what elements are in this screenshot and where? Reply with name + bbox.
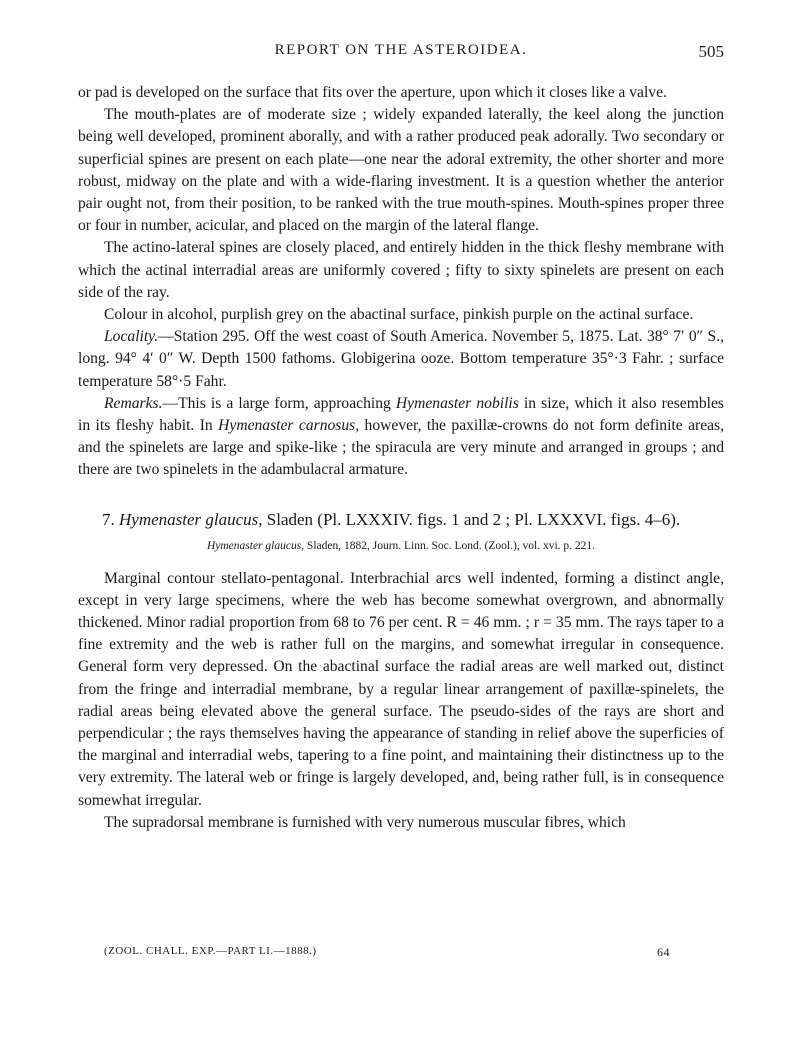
paragraph-continuation: or pad is developed on the surface that fits over the aperture, upon which it closes like a valve. [78, 84, 667, 101]
paragraph-actino-lateral-spines: The actino-lateral spines are closely placed, and entirely hidden in the thick fleshy membrane with which the actinal interradial areas are uniformly covered ; fifty to sixty spinelets are present on each side of the ray. [78, 239, 724, 301]
footer-signature: (ZOOL. CHALL. EXP.—PART LI.—1888.) [104, 945, 317, 957]
species-name: Hymenaster nobilis [395, 394, 519, 412]
body-text [78, 82, 724, 834]
reference-citation: , Sladen, 1882, Journ. Linn. Soc. Lond. (Zool.), vol. xvi. p. 221. [301, 539, 596, 552]
species-heading [78, 508, 724, 532]
species-name: Hymenaster carnosus [218, 417, 356, 435]
remarks-text-b: in size, which it also resembles in its fleshy habit. In [78, 394, 724, 435]
paragraph-supradorsal: The supradorsal membrane is furnished with very numerous muscular fibres, which [104, 813, 626, 831]
species-plates: , Sladen (Pl. LXXXIV. figs. 1 and 2 ; Pl. LXXXVI. figs. 4–6). [258, 509, 681, 529]
species-title: Hymenaster glaucus [119, 509, 259, 529]
reference-species: Hymenaster glaucus [206, 539, 302, 552]
running-title: REPORT ON THE ASTEROIDEA. [274, 42, 528, 58]
locality-text: —Station 295. Off the west coast of South America. November 5, 1875. Lat. 38° 7′ 0″ S., long. 94° 4′ 0″ W. Depth 1500 fathoms. Globigerina ooze. Bottom temperature 35°·3 Fahr. ; surface temperature 58°·5 Fahr. [78, 328, 724, 390]
remarks-label: Remarks. [104, 394, 163, 412]
paragraph-locality [78, 326, 724, 393]
remarks-text-c: , however, the paxillæ-crowns do not form definite areas, and the spinelets are large and spike-like ; the spiracula are very minute and arranged in groups ; and there are two spinelets in the adambulacral armature. [78, 417, 725, 479]
footer-sheet-number: 64 [657, 945, 670, 959]
page-number: 505 [698, 42, 724, 61]
section-gap [78, 482, 724, 502]
species-number: 7. [102, 509, 115, 529]
remarks-text-a: —This is a large form, approaching [162, 394, 396, 412]
locality-label: Locality. [104, 328, 159, 346]
paragraph-remarks [78, 393, 724, 482]
paragraph-description: Marginal contour stellato-pentagonal. Interbrachial arcs well indented, forming a distinct angle, except in very large specimens, where the web has become somewhat overgrown, and abnormally thickened. Minor radial proportion from 68 to 76 per cent. R = 46 mm. ; r = 35 mm. The rays taper to a fine extremity and the web is rather full on the margins, and somewhat irregular in consequence. General form very depressed. On the abactinal surface the radial areas are well marked out, distinct from the fringe and interradial membrane, by a regular linear arrangement of paxillæ-spinelets, the radial areas being elevated above the general surface. The pseudo-sides of the rays are short and perpendicular ; the rays themselves having the appearance of standing in relief above the superficies of the marginal and interradial webs, tapering to a fine point, and maintaining their distinctness up to the very extremity. The lateral web or fringe is largely developed, and, being rather full, is in consequence somewhat irregular. [78, 569, 724, 809]
species-reference [78, 536, 724, 556]
paragraph-mouth-plates: The mouth-plates are of moderate size ; widely expanded laterally, the keel along the junction being well developed, prominent aborally, and with a rather produced peak adorally. Two secondary or superficial spines are present on each plate—one near the adoral extremity, the other shorter and more robust, midway on the plate and with a wide-flaring investment. It is a question whether the anterior pair ought not, from their position, to be ranked with the true mouth-spines. Mouth-spines proper three or four in number, acicular, and placed on the margin of the lateral flange. [78, 106, 724, 235]
paragraph-colour: Colour in alcohol, purplish grey on the abactinal surface, pinkish purple on the actinal surface. [104, 306, 694, 324]
running-header [78, 42, 724, 64]
footer [104, 945, 670, 963]
